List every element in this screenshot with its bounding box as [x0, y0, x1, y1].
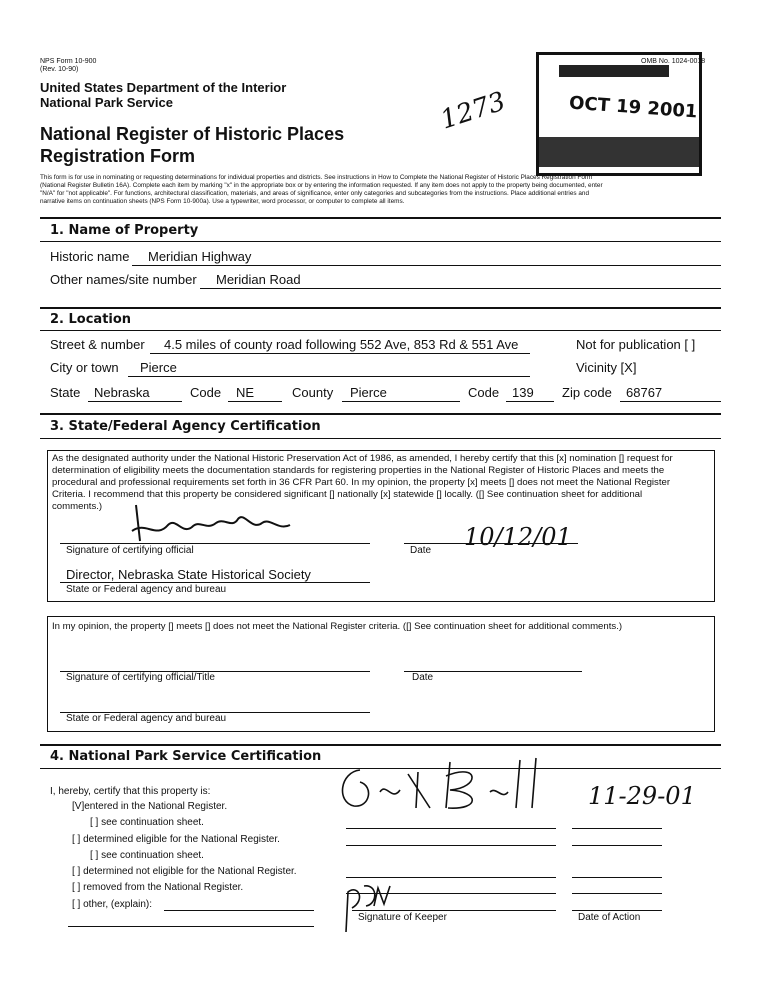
street-label: Street & number [50, 337, 145, 352]
city-label: City or town [50, 360, 119, 375]
city-value: Pierce [140, 360, 177, 375]
signature-title-label: Signature of certifying official/Title [66, 672, 215, 683]
divider [40, 744, 721, 746]
keeper-signature [330, 752, 580, 822]
date-line [404, 543, 578, 544]
agency-line [60, 582, 370, 583]
field-underline [128, 376, 530, 377]
action-label: Date of Action [578, 912, 641, 923]
certification-paragraph: As the designated authority under the National Historic Preservation Act of 1986, as amended, I hereby certify that this [x] nomination [] request for determination of eligibility meets the documentation standards for registering properties in the National Register of Historic Places and meets the procedural and professional requirements set forth in 36 CFR Part 60. In my opinion, the property [x] meets [] does not meet the National Register Criteria. I recommend that this property be considered significant [] nationally [x] statewide [] locally. ([] See continuation sheet for additional comments.) [52, 453, 673, 512]
field-underline [88, 401, 182, 402]
keeper-intro: I, hereby, certify that this property is: [50, 786, 211, 797]
form-revision: (Rev. 10-90) [40, 66, 79, 73]
certifying-signature [126, 501, 296, 545]
state-code-label: Code [190, 385, 222, 400]
keeper-line [346, 877, 556, 878]
date2-label: Date [412, 672, 434, 683]
keeper-label: Signature of Keeper [358, 912, 447, 923]
removed-option: [ ] removed from the National Register. [72, 882, 244, 893]
certification-date: 10/12/01 [464, 523, 572, 551]
omb-number: OMB No. 1024-0018 [641, 58, 706, 65]
county-code-value: 139 [512, 385, 534, 400]
department-name: United States Department of the Interior [40, 80, 287, 95]
field-underline [620, 401, 721, 402]
zip-label: Zip code [562, 385, 612, 400]
historic-name-value: Meridian Highway [148, 249, 252, 264]
historic-name-label: Historic name [50, 249, 130, 264]
eligible-option: [ ] determined eligible for the National Register. [72, 834, 280, 845]
state-value: Nebraska [94, 385, 150, 400]
agency-label: State or Federal agency and bureau [66, 584, 227, 595]
state-code-value: NE [236, 385, 255, 400]
zip-value: 68767 [626, 385, 663, 400]
keeper-line [352, 910, 556, 911]
divider [40, 241, 721, 242]
street-value: 4.5 miles of county road following 552 Ave, 853 Rd & 551 Ave [164, 337, 519, 352]
stamp-date: OCT 19 2001 [568, 92, 699, 123]
vicinity: Vicinity [X] [576, 360, 637, 375]
agency-value: Director, Nebraska State Historical Society [66, 567, 311, 582]
date-label: Date [410, 545, 432, 556]
signature-line [60, 543, 370, 544]
field-underline [132, 265, 721, 266]
divider [40, 413, 721, 415]
receipt-stamp [536, 52, 702, 176]
other-names-value: Meridian Road [216, 272, 301, 287]
form-subtitle: Registration Form [40, 146, 196, 166]
action-date: 11-29-01 [588, 782, 696, 810]
handwritten-number: 1273 [436, 86, 510, 136]
keeper-line [346, 845, 556, 846]
county-label: County [292, 385, 334, 400]
divider [40, 438, 721, 439]
action-line [572, 828, 662, 829]
section3-heading: 3. State/Federal Agency Certification [50, 419, 321, 434]
not-for-publication: Not for publication [ ] [576, 337, 696, 352]
section1-heading: 1. Name of Property [50, 223, 199, 238]
service-name: National Park Service [40, 95, 173, 110]
action-line [572, 910, 662, 911]
divider [40, 217, 721, 219]
eligible-continuation: [ ] see continuation sheet. [90, 850, 204, 861]
signature-label: Signature of certifying official [66, 545, 194, 556]
field-underline [200, 288, 721, 289]
action-line [572, 893, 662, 894]
field-underline [228, 401, 282, 402]
explain-line [68, 926, 314, 927]
instructions: This form is for use in nominating or requesting determinations for individual properties and districts. See instructions in How to Complete the National Register of Historic Places Registration Form (National Register Bulletin 16A). Complete each item by marking "x" in the appropriate box or by entering the information requested. If any item does not apply to the property being documented, enter "N/A" for "not applicable". For functions, architectural classification, materials, and areas of significance, enter only categories and subcategories from the instructions. Place additional entries and narrative items on continuation sheets (NPS Form 10-900a). Use a typewriter, word processor, or computer to complete all items. [40, 174, 603, 205]
entered-continuation: [ ] see continuation sheet. [90, 817, 204, 828]
other-names-label: Other names/site number [50, 272, 197, 287]
divider [40, 330, 721, 331]
section4-heading: 4. National Park Service Certification [50, 749, 322, 764]
county-code-label: Code [468, 385, 500, 400]
field-underline [342, 401, 460, 402]
action-line [572, 877, 662, 878]
other-option: [ ] other, (explain): [72, 899, 153, 910]
keeper-line [346, 828, 556, 829]
divider [40, 307, 721, 309]
state-certification-box [47, 450, 715, 602]
action-line [572, 845, 662, 846]
entered-option: [V]entered in the National Register. [72, 801, 228, 812]
state-label: State [50, 385, 81, 400]
explain-line [164, 910, 314, 911]
section2-heading: 2. Location [50, 312, 132, 327]
form-title: National Register of Historic Places [40, 124, 345, 144]
county-value: Pierce [350, 385, 387, 400]
not-eligible-option: [ ] determined not eligible for the National Register. [72, 866, 297, 877]
field-underline [506, 401, 554, 402]
opinion-box [47, 616, 715, 732]
agency2-label: State or Federal agency and bureau [66, 713, 227, 724]
form-number: NPS Form 10-900 [40, 58, 97, 65]
field-underline [150, 353, 530, 354]
opinion-text: In my opinion, the property [] meets [] does not meet the National Register criteria. ([] See continuation sheet for additional comments.) [52, 621, 623, 632]
